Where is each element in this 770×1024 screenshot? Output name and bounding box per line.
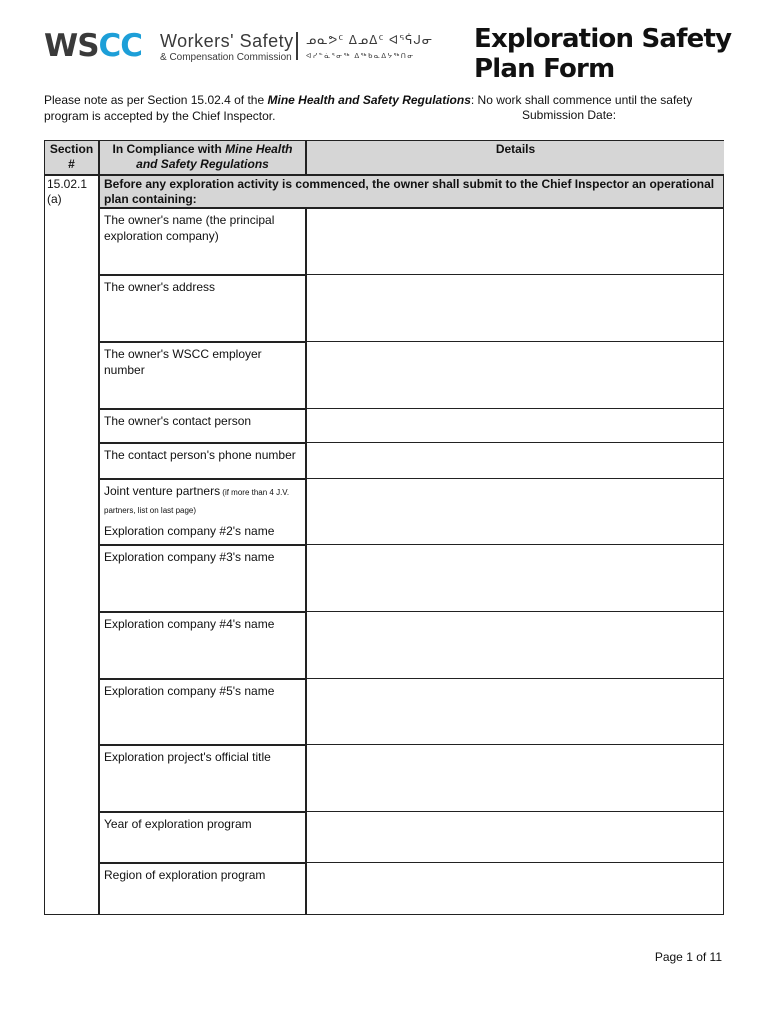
row-label: The contact person's phone number xyxy=(104,448,296,462)
row-note: (if more than 4 J.V. partners, list on last page) xyxy=(104,488,290,515)
row-label: Region of exploration program xyxy=(104,868,266,882)
form-table xyxy=(44,140,724,915)
row-label: The owner's contact person xyxy=(104,414,252,428)
row-label: Exploration company #4's name xyxy=(104,617,275,631)
section-intro: Before any exploration activity is commenced, the owner shall submit to the Chief Inspector an operational plan containing: xyxy=(100,176,723,208)
row-label: The owner's WSCC employer number xyxy=(104,347,262,377)
row-label: Year of exploration program xyxy=(104,817,252,831)
section-number: 15.02.1 (a) xyxy=(47,177,88,206)
row-label: The owner's name (the principal exploration company) xyxy=(104,213,275,243)
logo-divider xyxy=(296,32,298,60)
details-field[interactable] xyxy=(307,612,723,679)
details-field[interactable] xyxy=(307,679,723,745)
syllabics-line1: ᓄᓇᕗᑦ ᐃᓄᐃᑦ ᐊᕐᕌᒍᓂ xyxy=(306,33,434,47)
details-field[interactable] xyxy=(307,479,723,545)
header-section-cell: Section # xyxy=(45,141,98,174)
row-label: Joint venture partners (if more than 4 J.V. partners, list on last page) Exploration company #2's name xyxy=(104,484,290,538)
details-field[interactable] xyxy=(307,275,723,342)
details-field[interactable] xyxy=(307,208,723,275)
syllabics-line2: ᐊᓯᓐᓈᕐᓂᖅ ᐃᖅᑲᓇᐃᔭᖅᑎᓂ xyxy=(306,53,415,60)
details-field[interactable] xyxy=(307,409,723,443)
org-name-line2: & Compensation Commission xyxy=(160,52,292,63)
wscc-logo: WSCC xyxy=(44,28,143,64)
form-title: Exploration Safety Plan Form xyxy=(474,24,732,84)
details-field[interactable] xyxy=(307,443,723,479)
details-field[interactable] xyxy=(307,812,723,863)
org-name-line1: Workers' Safety xyxy=(160,31,294,51)
header-compliance-cell: In Compliance with Mine Health and Safety Regulations xyxy=(100,141,305,174)
row-label: Exploration company #3's name xyxy=(104,550,275,564)
details-field[interactable] xyxy=(307,745,723,812)
row-label: The owner's address xyxy=(104,280,216,294)
details-field[interactable] xyxy=(307,342,723,409)
header-details-cell: Details xyxy=(307,141,724,174)
submission-date-label: Submission Date: xyxy=(522,108,617,122)
details-field[interactable] xyxy=(307,863,723,914)
row-label: Exploration company #5's name xyxy=(104,684,275,698)
row-label: Exploration project's official title xyxy=(104,750,271,764)
details-field[interactable] xyxy=(307,545,723,612)
page-number: Page 1 of 11 xyxy=(654,950,722,964)
intro-note: Please note as per Section 15.02.4 of the Mine Health and Safety Regulations: No work shall commence until the safety program is accepted by the Chief Inspector. xyxy=(44,93,693,123)
